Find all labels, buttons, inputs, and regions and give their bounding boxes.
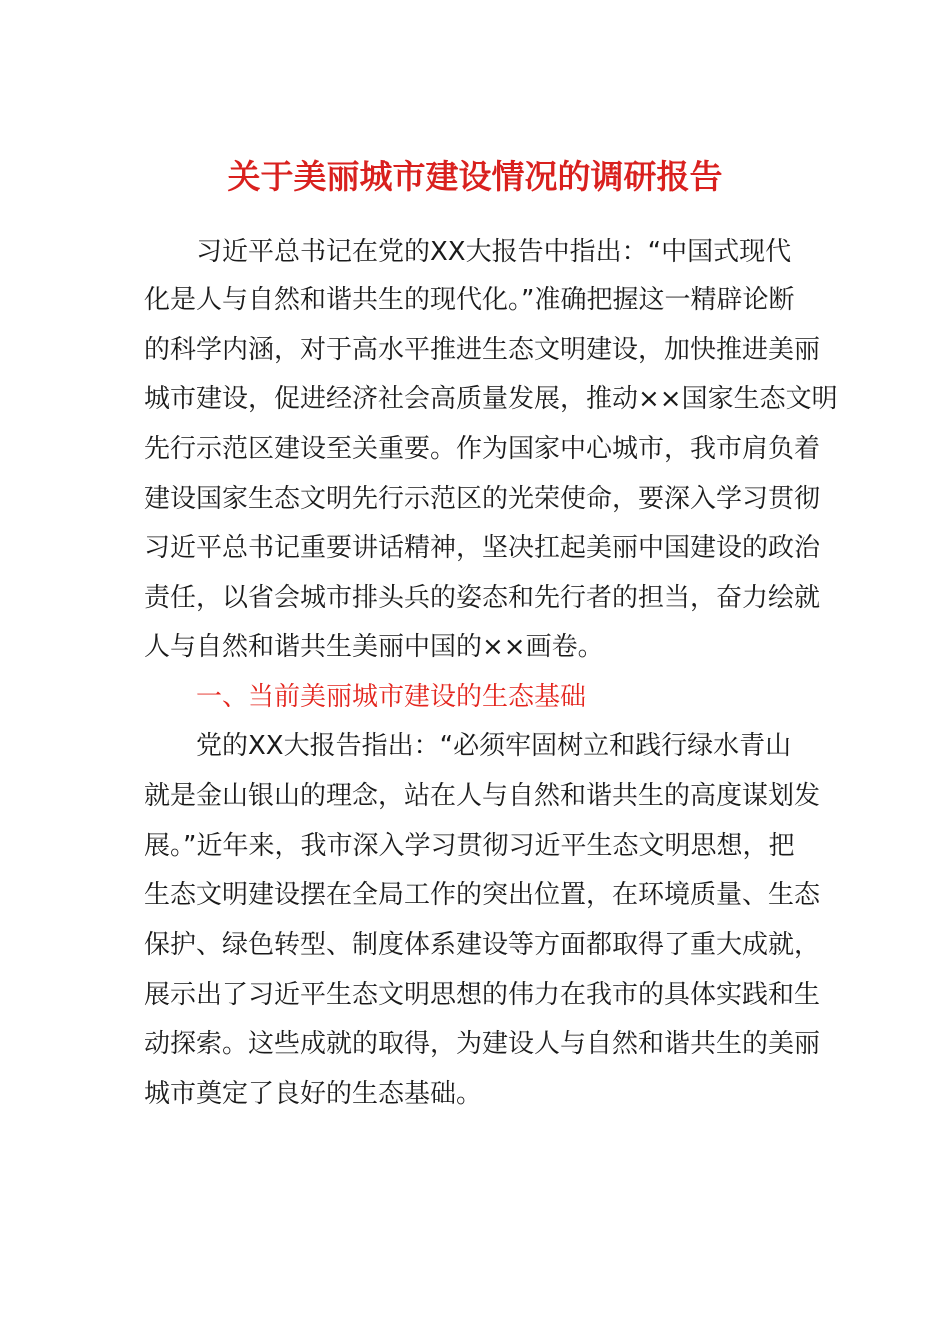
document-title: 关于美丽城市建设情况的调研报告 bbox=[227, 157, 723, 196]
paragraph-1-line: 化是人与自然和谐共生的现代化。”准确把握这一精辟论断 bbox=[144, 285, 795, 315]
paragraph-2-line: 展示出了习近平生态文明思想的伟力在我市的具体实践和生 bbox=[144, 980, 821, 1010]
paragraph-1-line: 建设国家生态文明先行示范区的光荣使命，要深入学习贯彻 bbox=[144, 484, 821, 514]
paragraph-1-line: 责任，以省会城市排头兵的姿态和先行者的担当，奋力绘就 bbox=[144, 583, 821, 613]
paragraph-1-line: 城市建设，促进经济社会高质量发展，推动××国家生态文明 bbox=[144, 384, 838, 414]
paragraph-2-line: 展。”近年来，我市深入学习贯彻习近平生态文明思想，把 bbox=[144, 831, 795, 861]
paragraph-2-line: 就是金山银山的理念，站在人与自然和谐共生的高度谋划发 bbox=[144, 781, 821, 811]
paragraph-1-line: 的科学内涵，对于高水平推进生态文明建设，加快推进美丽 bbox=[144, 335, 821, 365]
paragraph-1-line: 习近平总书记重要讲话精神，坚决扛起美丽中国建设的政治 bbox=[144, 533, 821, 563]
paragraph-2-line: 城市奠定了良好的生态基础。 bbox=[144, 1079, 483, 1109]
paragraph-2-line: 党的XX大报告指出：“必须牢固树立和践行绿水青山 bbox=[196, 731, 792, 761]
paragraph-1-line: 人与自然和谐共生美丽中国的××画卷。 bbox=[144, 632, 604, 662]
paragraph-1-line: 先行示范区建设至关重要。作为国家中心城市，我市肩负着 bbox=[144, 434, 821, 464]
section-heading: 一、当前美丽城市建设的生态基础 bbox=[196, 682, 587, 712]
paragraph-2-line: 动探索。这些成就的取得，为建设人与自然和谐共生的美丽 bbox=[144, 1029, 821, 1059]
paragraph-2-line: 保护、绿色转型、制度体系建设等方面都取得了重大成就， bbox=[144, 930, 821, 960]
paragraph-2-line: 生态文明建设摆在全局工作的突出位置，在环境质量、生态 bbox=[144, 880, 821, 910]
paragraph-1-line: 习近平总书记在党的XX大报告中指出：“中国式现代 bbox=[196, 237, 792, 267]
